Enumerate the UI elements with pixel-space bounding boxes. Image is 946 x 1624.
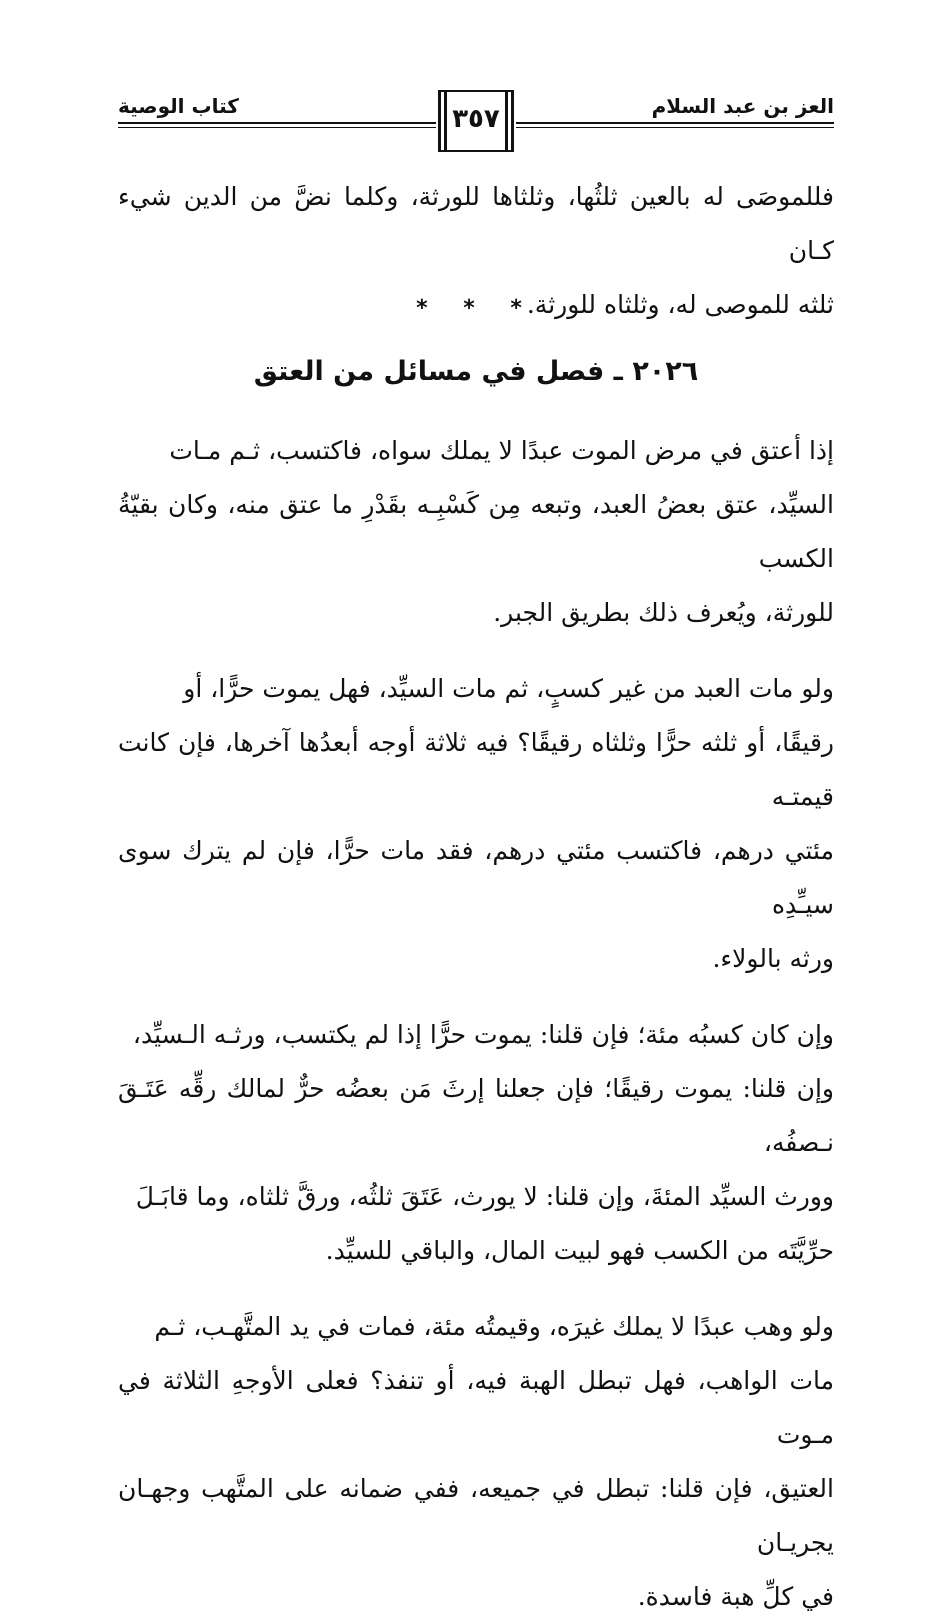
text-line: السيِّد، عتق بعضُ العبد، وتبعه مِن كَسْبِـه بقَدْرِ ما عتق منه، وكان بقيّةُ الكسب <box>118 490 834 573</box>
header-rule-right-thin <box>516 127 834 128</box>
text-line: مئتي درهم، فاكتسب مئتي درهم، فقد مات حرًّا، فإن لم يترك سوى سيـِّدِه <box>118 836 834 919</box>
text-line: وإن قلنا: يموت رقيقًا؛ فإن جعلنا إرثَ مَن بعضُه حرٌّ لمالك رقِّه عَتَـقَ نـصفُه، <box>118 1074 834 1157</box>
body-text <box>118 424 834 1624</box>
text-line: ورثه بالولاء. <box>712 944 834 973</box>
paragraph-2 <box>118 662 834 986</box>
text-line: إذا أعتق في مرض الموت عبدًا لا يملك سواه، فاكتسب، ثـم مـات <box>169 436 834 465</box>
header-author: العز بن عبد السلام <box>651 94 834 118</box>
paragraph-3 <box>118 1008 834 1278</box>
paragraph-1 <box>118 424 834 640</box>
text-line: في كلِّ هبة فاسدة. <box>637 1582 834 1611</box>
text-line: وإن كان كسبُه مئة؛ فإن قلنا: يموت حرًّا إذا لم يكتسب، ورثـه الـسيِّد، <box>132 1020 834 1049</box>
header-book-section: كتاب الوصية <box>118 94 239 118</box>
section-title: ٢٠٢٦ ـ فصل في مسائل من العتق <box>253 356 699 387</box>
text-line: وورث السيِّد المئةَ، وإن قلنا: لا يورث، عَتَقَ ثلثُه، ورقَّ ثلثاه، وما قابَـلَ <box>135 1182 834 1211</box>
header-rule-left <box>118 122 436 124</box>
page-number: ٣٥٧ <box>452 104 500 134</box>
text-line: رقيقًا، أو ثلثه حرًّا وثلثاه رقيقًا؟ فيه ثلاثة أوجه أبعدُها آخرها، فإن كانت قيمتـه <box>118 728 834 811</box>
text-line: للورثة، ويُعرف ذلك بطريق الجبر. <box>493 598 834 627</box>
paragraph-4 <box>118 1300 834 1624</box>
text-line: ثلثه للموصى له، وثلثاه للورثة. <box>526 290 834 319</box>
text-line: مات الواهب، فهل تبطل الهبة فيه، أو تنفذ؟ فعلى الأوجهِ الثلاثة في مـوت <box>118 1366 834 1449</box>
text-line: ولو وهب عبدًا لا يملك غيرَه، وقيمتُه مئة، فمات في يد المتَّهـب، ثـم <box>154 1312 834 1341</box>
section-separator: * * * <box>416 296 536 321</box>
header-rule-right <box>516 122 834 124</box>
running-header <box>118 88 834 158</box>
text-line: حرِّيَّتَه من الكسب فهو لبيت المال، والباقي للسيِّد. <box>325 1236 834 1265</box>
page-number-frame <box>436 90 516 152</box>
text-line: فللموصَى له بالعين ثلثُها، وثلثاها للورثة، وكلما نضَّ من الدين شيء كـان <box>118 182 834 265</box>
text-line: ولو مات العبد من غير كسبٍ، ثم مات السيِّد، فهل يموت حرًّا، أو <box>183 674 834 703</box>
text-line: العتيق، فإن قلنا: تبطل في جميعه، ففي ضمانه على المتَّهب وجهـان يجريـان <box>118 1474 834 1557</box>
header-rule-left-thin <box>118 127 436 128</box>
